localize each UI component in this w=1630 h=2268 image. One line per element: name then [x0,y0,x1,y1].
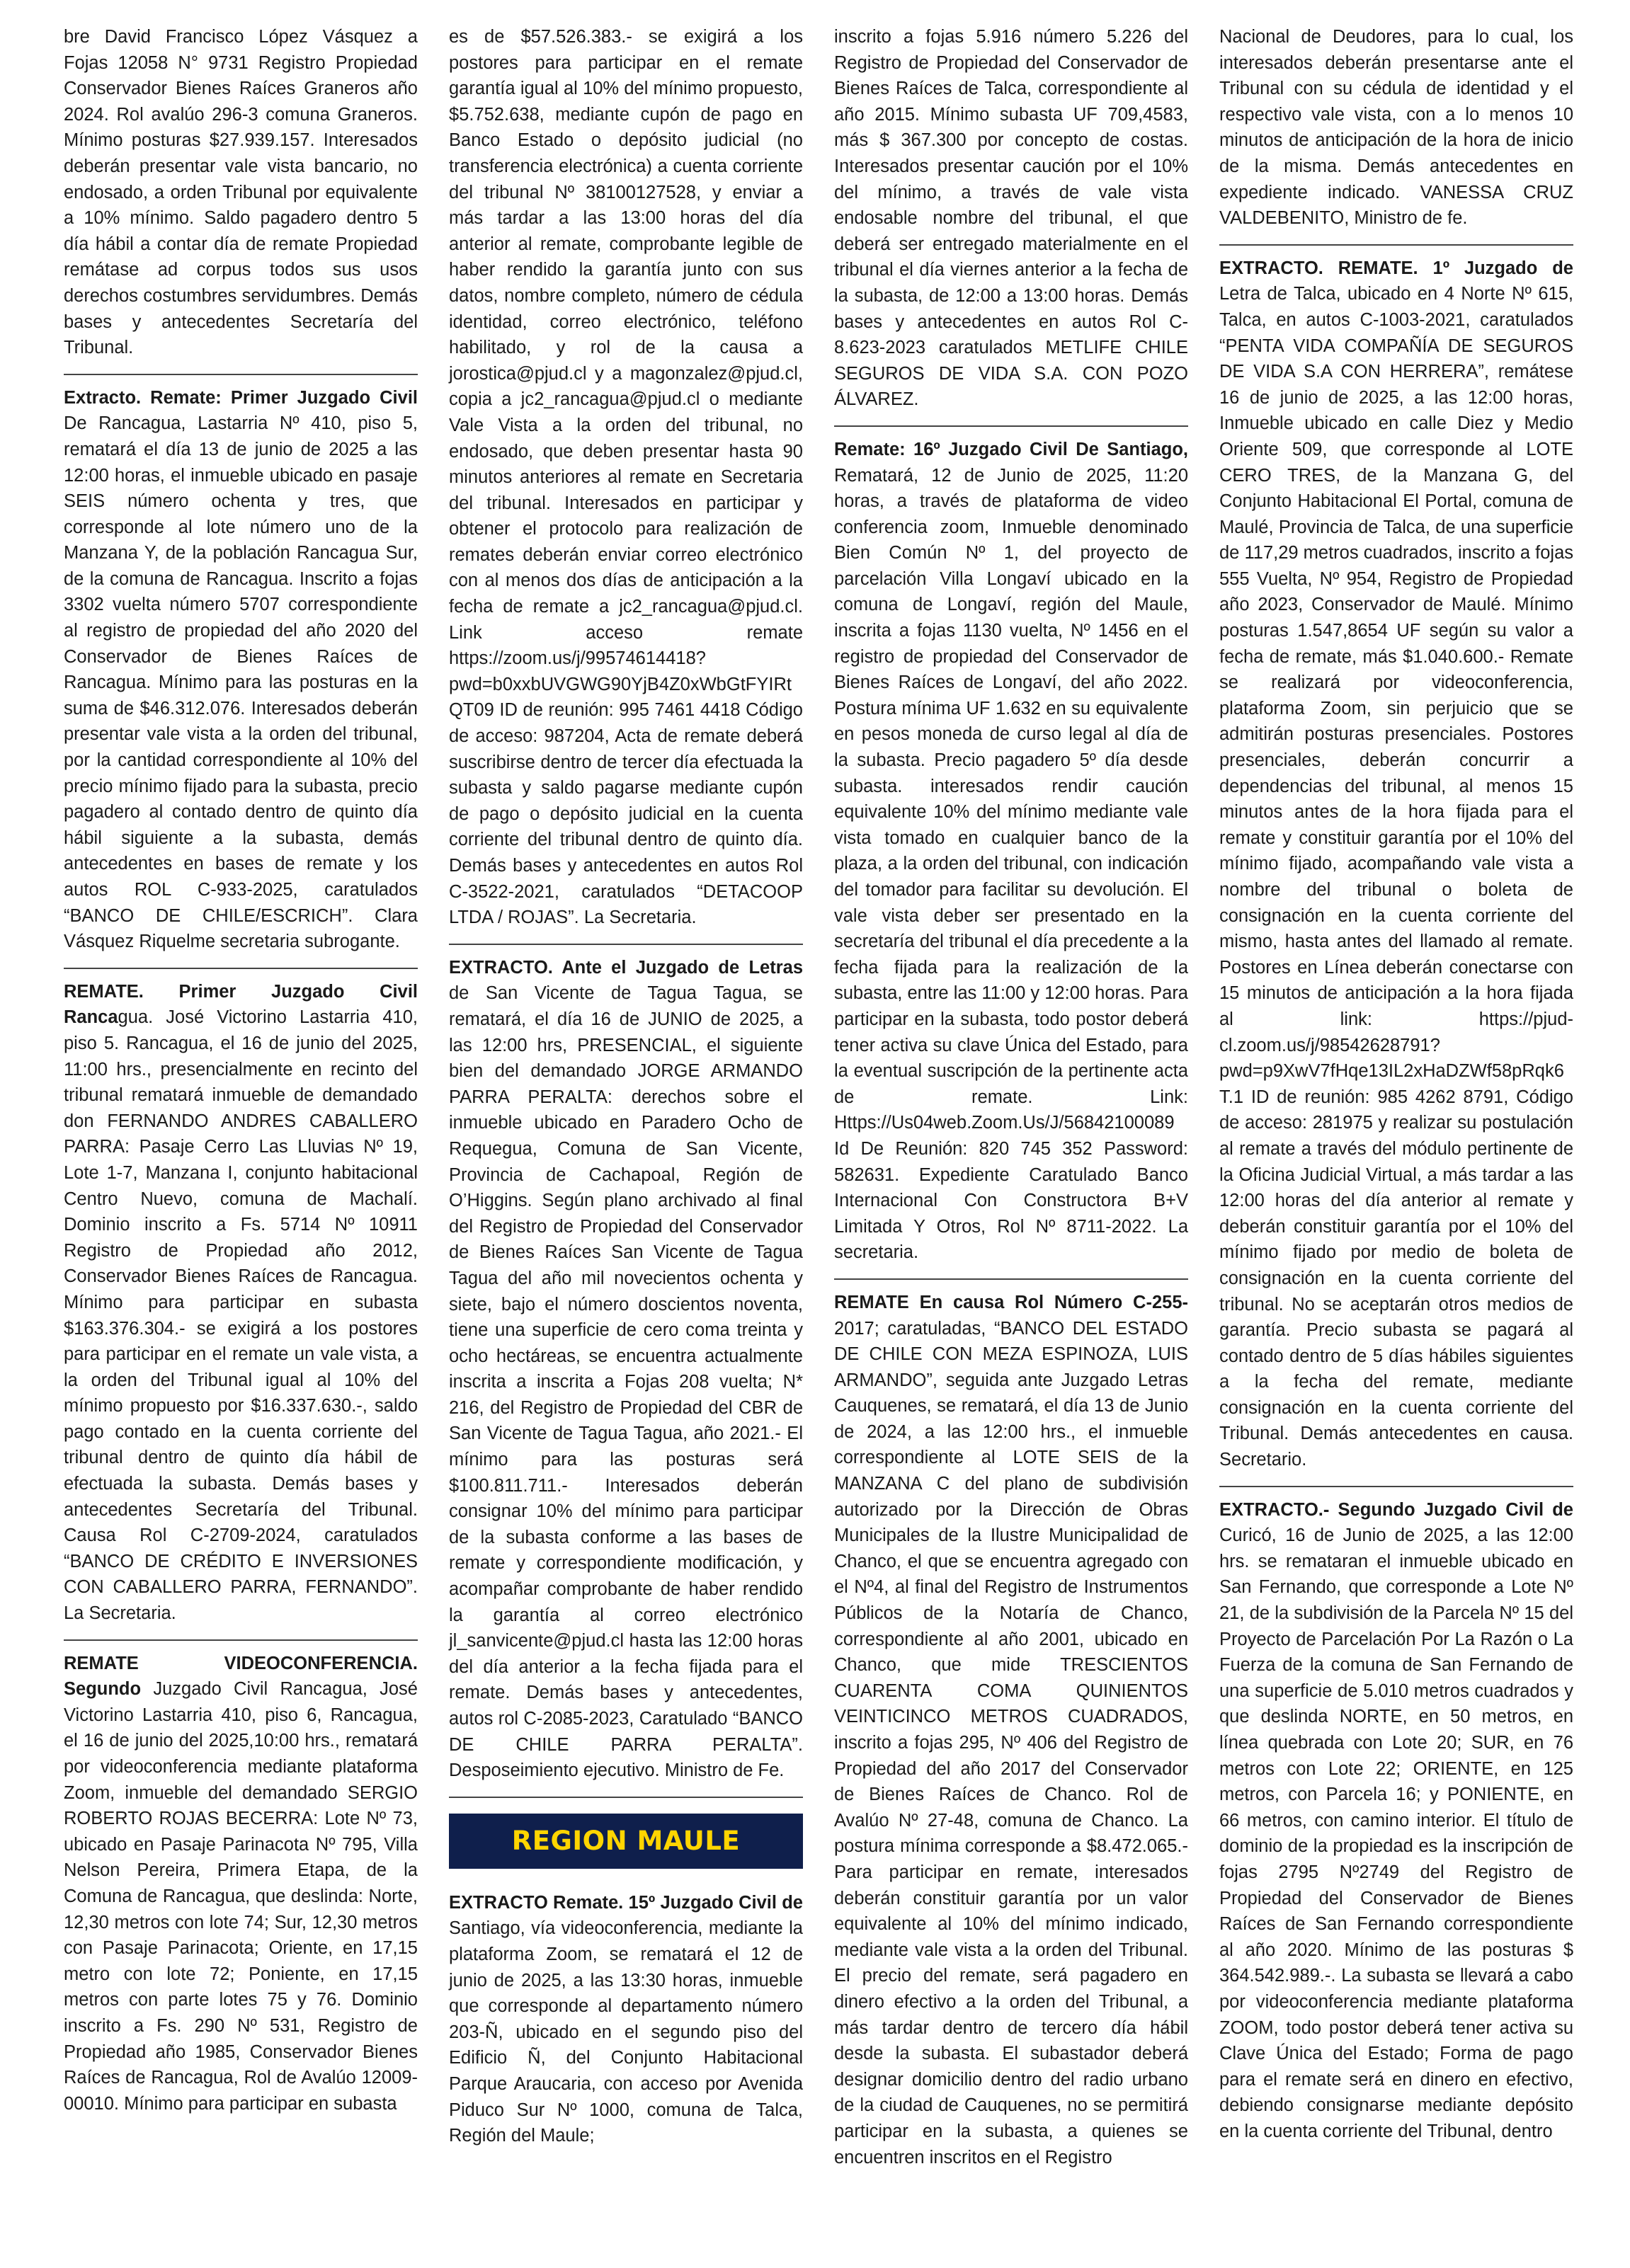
column-1 [64,24,418,2117]
notice-lead: EXTRACTO. Ante el Juzgado de Letras [449,957,803,978]
notice-body: Rematará, 12 de Junio de 2025, 11:20 horas, a través de plataforma de video conferencia zoom, Inmueble denominado Bien Común Nº 1, del proyecto de parcelación Villa Longaví ubicado en la comuna de Longaví, región del Maule, inscrita a fojas 1130 vuelta, Nº 1456 en el registro de propiedad del Conservador de Bienes Raíces de Longaví, del año 2022. Postura mínima UF 1.632 en su equivalente en pesos moneda de curso legal al día de la subasta. Precio pagadero 5º día desde subasta. interesados rendir caución equivalente 10% del mínimo mediante vale vista tomado en cualquier banco de la plaza, a la orden del tribunal, con indicación del tomador para facilitar su devolución. El vale vista deber ser presentado en la secretaría del tribunal el día precedente a la fecha fijada para la realización de la subasta, entre las 11:00 y 12:00 horas. Para participar en la subasta, todo postor deberá tener activa su clave Única del Estado, para la eventual suscripción de la pertinente acta de remate. Link: Https://Us04web.Zoom.Us/J/56842100089 Id De Reunión: 820 745 352 Password: 582631. Expediente Caratulado Banco Internacional Con Constructora B+V Limitada Y Otros, Rol Nº 8711-2022. La secretaria. [834,465,1188,1263]
notice-continuation: bre David Francisco López Vásquez a Fojas 12058 N° 9731 Registro Propiedad Conservador Bienes Raíces Graneros año 2024. Rol avalúo 296-3 comuna Graneros. Mínimo posturas $27.939.157. Interesados deberán presentar vale vista bancario, no endosado, a orden Tribunal por equivalente a 10% mínimo. Saldo pagadero dentro 5 día hábil a contar día de remate Propiedad remátase ad corpus todos sus usos derechos costumbres servidumbres. Demás bases y antecedentes Secretaría del Tribunal. [64,27,418,358]
notice-body: Letra de Talca, ubicado en 4 Norte Nº 615, Talca, en autos C-1003-2021, caratulados “PENTA VIDA COMPAÑÍA DE SEGUROS DE VIDA S.A CON HERRERA”, remátese 16 de junio de 2025, a las 12:00 horas, Inmueble ubicado en calle Diez y Medio Oriente 509, que corresponde al LOTE CERO TRES, de la Manzana G, del Conjunto Habitacional El Portal, comuna de Maulé, Provincia de Talca, de una superficie de 117,29 metros cuadrados, inscrito a fojas 555 Vuelta, Nº 954, Registro de Propiedad año 2023, Conservador de Maulé. Mínimo posturas 1.547,8654 UF según su valor a fecha de remate, más $1.040.600.- Remate se realizará por videoconferencia, plataforma Zoom, sin perjuicio que se admitirán posturas presenciales. Postores presenciales, deberán concurrir a dependencias del tribunal, al menos 15 minutos antes de la hora fijada para el remate y constituir garantía por el 10% del mínimo fijado, acompañando vale vista a nombre del tribunal o boleta de consignación en la cuenta corriente del mismo, hasta antes del llamado al remate. Postores en Línea deberán conectarse con 15 minutos de anticipación a la hora fijada al link: https://pjud-cl.zoom.us/j/98542628791?pwd=p9XwV7fHqe13IL2xHaDZWf58pRqk6T.1 ID de reunión: 985 4262 8791, Código de acceso: 281975 y realizar su postulación al remate a través del módulo pertinente de la Oficina Judicial Virtual, a más tardar a las 12:00 horas del día anterior al remate y deberán constituir garantía por el 10% del mínimo fijado por medio de boleta de consignación en la cuenta corriente del tribunal. No se aceptarán otros medios de garantía. Precio subasta se pagará al contado dentro de 5 días hábiles siguientes a la fecha del remate, mediante consignación en la cuenta corriente del Tribunal. Demás antecedentes en causa. Secretario. [1219,284,1573,1470]
notice-lead: REMATE En causa Rol Número C-255- [834,1292,1188,1312]
notice-body: gua. José Victorino Lastarria 410, piso 5. Rancagua, el 16 de junio del 2025, 11:00 hrs., presencialmente en recinto del tribunal rematará inmueble de demandado don FERNANDO ANDRES CABALLERO PARRA: Pasaje Cerro Las Lluvias Nº 19, Lote 1-7, Manzana I, conjunto habitacional Centro Nuevo, comuna de Machalí. Dominio inscrito a Fs. 5714 Nº 10911 Registro de Propiedad año 2012, Conservador Bienes Raíces de Rancagua. Mínimo para participar en subasta $163.376.304.- se exigirá a los postores para participar en el remate un vale vista, a la orden del Tribunal igual al 10% del mínimo propuesto por $16.337.630.-, saldo pago contado en la cuenta corriente del tribunal dentro de quinto día hábil de efectuada la subasta. Demás bases y antecedentes Secretaría del Tribunal. Causa Rol C-2709-2024, caratulados “BANCO DE CRÉDITO E INVERSIONES CON CABALLERO PARRA, FERNANDO”. La Secretaria. [64,1007,418,1624]
notice-16-juzgado-santiago [834,437,1188,1266]
notice-continuation: Nacional de Deudores, para lo cual, los interesados deberán presentarse ante el Tribunal con su cédula de identidad y el respectivo vale vista, con a lo menos 10 minutos de anticipación de la hora de inicio de la misma. Demás antecedentes en expediente indicado. VANESSA CRUZ VALDEBENITO, Ministro de fe. [1219,27,1573,229]
notice-lead: REMATE. Primer Juzgado Civil Ranca [64,981,418,1028]
notice-body: 2017; caratuladas, “BANCO DEL ESTADO DE CHILE CON MEZA ESPINOZA, LUIS ARMANDO”, seguida ante Juzgado Letras Cauquenes, se rematará, el día 13 de Junio de 2024, a las 12:00 hrs., el inmueble correspondiente al LOTE SEIS de la MANZANA C del plano de subdivisión autorizado por la Dirección de Obras Municipales de la Ilustre Municipalidad de Chanco, el que se encuentra agregado con el Nº4, al final del Registro de Instrumentos Públicos de la Notaría de Chanco, correspondiente al año 2001, ubicado en Chanco, que mide TRESCIENTOS CUARENTA COMA QUINIENTOS VEINTICINCO METROS CUADRADOS, inscrito a fojas 295, Nº 406 del Registro de Propiedad del año 2017 del Conservador de Bienes Raíces de Chanco. Rol de Avalúo Nº 27-48, comuna de Chanco. La postura mínima corresponde a $8.472.065.- Para participar en remate, interesados deberán constituir garantía por un valor equivalente al 10% del mínimo indicado, mediante vale vista a la orden del Tribunal. El precio del remate, será pagadero en dinero efectivo a la orden del Tribunal, a más tardar dentro de tercero día hábil desde la subasta. El subastador deberá designar domicilio dentro del radio urbano de la ciudad de Cauquenes, no se permitirá participar en la subasta, a quienes se encuentren inscritos en el Registro [834,1318,1188,2167]
divider [834,425,1188,427]
divider [64,1639,418,1641]
region-maule-banner: REGION MAULE [449,1814,803,1869]
notice-san-vicente [449,955,803,1784]
divider [449,1797,803,1798]
notice-cauquenes [834,1290,1188,2170]
notice-lead: Extracto. Remate: Primer Juzgado Civil [64,387,418,408]
notice-rancagua-caballero [64,979,418,1627]
notice-lead: EXTRACTO Remate. 15º Juzgado Civil de [449,1892,803,1913]
columns-container [64,24,1580,2170]
divider [449,944,803,945]
divider [64,374,418,375]
notice-continuation: inscrito a fojas 5.916 número 5.226 del Registro de Propiedad del Conservador de Bienes Raíces de Talca, correspondiente al año 2015. Mínimo subasta UF 709,4583, más $ 367.300 por concepto de costas. Interesados presentar caución por el 10% del mínimo, a través de vale vista endosable nombre del tribunal, el que deberá ser entregado materialmente en el tribunal el día viernes anterior a la fecha de la subasta, de 12:00 a 13:00 horas. Demás bases y antecedentes en autos Rol C-8.623-2023 caratulados METLIFE CHILE SEGUROS DE VIDA S.A. CON POZO ÁLVAREZ. [834,27,1188,410]
column-3 [834,24,1188,2170]
notice-lead: Remate: 16º Juzgado Civil De Santiago, [834,439,1188,459]
notice-lead: REMATE VIDEOCONFERENCIA. Segundo [64,1653,418,1700]
notice-continuation: es de $57.526.383.- se exigirá a los postores para participar en el remate garantía igual al 10% del mínimo propuesto, $5.752.638, mediante cupón de pago en Banco Estado o depósito judicial (no transferencia electrónica) a cuenta corriente del tribunal Nº 38100127528, y enviar a más tardar a las 13:00 horas del día anterior al remate, comprobante legible de haber rendido la garantía junto con sus datos, nombre completo, número de cédula identidad, correo electrónico, teléfono habilitado, y rol de la causa a jorostica@pjud.cl y a magonzalez@pjud.cl, copia a jc2_rancagua@pjud.cl o mediante Vale Vista a la orden del tribunal, no endosado, que deben presentar hasta 90 minutos anteriores al remate en Secretaria del tribunal. Interesados en participar y obtener el protocolo para realización de remates deberán enviar correo electrónico con al menos dos días de anticipación a la fecha de remate a jc2_rancagua@pjud.cl. Link acceso remate https://zoom.us/j/99574614418?pwd=b0xxbUVGWG90YjB4Z0xWbGtFYIRtQT09 ID de reunión: 995 7461 4418 Código de acceso: 987204, Acta de remate deberá suscribirse dentro de tercer día efectuada la subasta y saldo pagarse mediante cupón de pago o depósito judicial en la cuenta corriente del tribunal dentro de quinto día. Demás bases y antecedentes en autos Rol C-3522-2021, caratulados “DETACOOP LTDA / ROJAS”. La Secretaria. [449,27,803,928]
notice-15-juzgado-santiago [449,1890,803,2149]
divider [834,1278,1188,1280]
notice-body: Juzgado Civil Rancagua, José Victorino Lastarria 410, piso 6, Rancagua, el 16 de junio del 2025,10:00 hrs., rematará por videoconferencia mediante plataforma Zoom, inmueble del demandado SERGIO ROBERTO ROJAS BECERRA: Lote Nº 73, ubicado en Pasaje Parinacota Nº 795, Villa Nelson Pereira, Primera Etapa, de la Comuna de Rancagua, que deslinda: Norte, 12,30 metros con lote 74; Sur, 12,30 metros con Pasaje Parinacota; Oriente, en 17,15 metro con lote 72; Poniente, en 17,15 metros con parte lotes 75 y 76. Dominio inscrito a Fs. 290 Nº 531, Registro de Propiedad año 1985, Conservador Bienes Raíces de Rancagua, Rol de Avalúo 12009-00010. Mínimo para participar en subasta [64,1679,418,2114]
divider [1219,244,1573,246]
notice-body: Santiago, vía videoconferencia, mediante la plataforma Zoom, se rematará el 12 de junio de 2025, a las 13:30 horas, inmueble que corresponde al departamento número 203-Ñ, ubicado en el segundo piso del Edificio Ñ, del Conjunto Habitacional Parque Araucaria, con acceso por Avenida Piduco Sur Nº 1000, comuna de Talca, Región del Maule; [449,1918,803,2146]
column-2 [449,24,803,2149]
notice-rancagua-videoconferencia [64,1651,418,2117]
notice-lead: EXTRACTO. REMATE. 1º Juzgado de [1219,258,1573,278]
column-4 [1219,24,1573,2145]
divider [64,968,418,969]
notice-body: De Rancagua, Lastarria Nº 410, piso 5, rematará el día 13 de junio de 2025 a las 12:00 horas, el inmueble ubicado en pasaje SEIS número ochenta y tres, que corresponde al lote número uno de la Manzana Y, de la población Rancagua Sur, de la comuna de Rancagua. Inscrito a fojas 3302 vuelta número 5707 correspondiente al registro de propiedad del año 2020 del Conservador de Bienes Raíces de Rancagua. Mínimo para las posturas en la suma de $46.312.076. Interesados deberán presentar vale vista a la orden del tribunal, por la cantidad correspondiente al 10% del precio mínimo fijado para la subasta, precio pagadero al contado dentro de quinto día hábil siguiente a la subasta, demás antecedentes en bases de remate y los autos ROL C-933-2025, caratulados “BANCO DE CHILE/ESCRICH”. Clara Vásquez Riquelme secretaria subrogante. [64,413,418,952]
notice-body: de San Vicente de Tagua Tagua, se rematará, el día 16 de JUNIO de 2025, a las 12:00 hrs, PRESENCIAL, el siguiente bien del demandado JORGE ARMANDO PARRA PERALTA: derechos sobre el inmueble ubicado en Paradero Ocho de Requegua, Comuna de San Vicente, Provincia de Cachapoal, Región de O’Higgins. Según plano archivado al final del Registro de Propiedad del Conservador de Bienes Raíces San Vicente de Tagua Tagua del año mil novecientos ochenta y siete, bajo el número doscientos noventa, tiene una superficie de cero coma treinta y ocho hectáreas, se encuentra actualmente inscrita a inscrita a Fojas 208 vuelta; N* 216, del Registro de Propiedad del CBR de San Vicente de Tagua Tagua, año 2021.- El mínimo para las posturas será $100.811.711.- Interesados deberán consignar 10% del mínimo para participar de la subasta conforme a las bases de remate y correspondiente modificación, y acompañar comprobante de haber rendido la garantía al correo electrónico jl_sanvicente@pjud.cl hasta las 12:00 horas del día anterior a la fecha fijada para el remate. Demás bases y antecedentes, autos rol C-2085-2023, Caratulado “BANCO DE CHILE PARRA PERALTA”. Desposeimiento ejecutivo. Ministro de Fe. [449,983,803,1781]
notice-2-juzgado-curico [1219,1497,1573,2145]
notice-1-juzgado-talca [1219,256,1573,1473]
divider [1219,1486,1573,1487]
notice-lead: EXTRACTO.- Segundo Juzgado Civil de [1219,1499,1573,1520]
notice-rancagua-1-lastarria [64,385,418,955]
notice-body: Curicó, 16 de Junio de 2025, a las 12:00 hrs. se remataran el inmueble ubicado en San Fernando, que corresponde a Lote Nº 21, de la subdivisión de la Parcela Nº 15 del Proyecto de Parcelación Por La Razón o La Fuerza de la comuna de San Fernando de una superficie de 5.010 metros cuadrados y que deslinda NORTE, en 50 metros, en línea quebrada con Lote 20; SUR, en 76 metros con Lote 22; ORIENTE, en 125 metros, con Parcela 16; y PONIENTE, en 66 metros, con camino interior. El título de dominio de la propiedad es la inscripción de fojas 2795 Nº2749 del Registro de Propiedad del Conservador de Bienes Raíces de San Fernando correspondiente al año 2020. Mínimo de las posturas $ 364.542.989.-. La subasta se llevará a cabo por videoconferencia mediante plataforma ZOOM, todo postor deberá tener activa su Clave Única del Estado; Forma de pago para el remate será en dinero en efectivo, debiendo consignarse mediante depósito en la cuenta corriente del Tribunal, dentro [1219,1525,1573,2141]
